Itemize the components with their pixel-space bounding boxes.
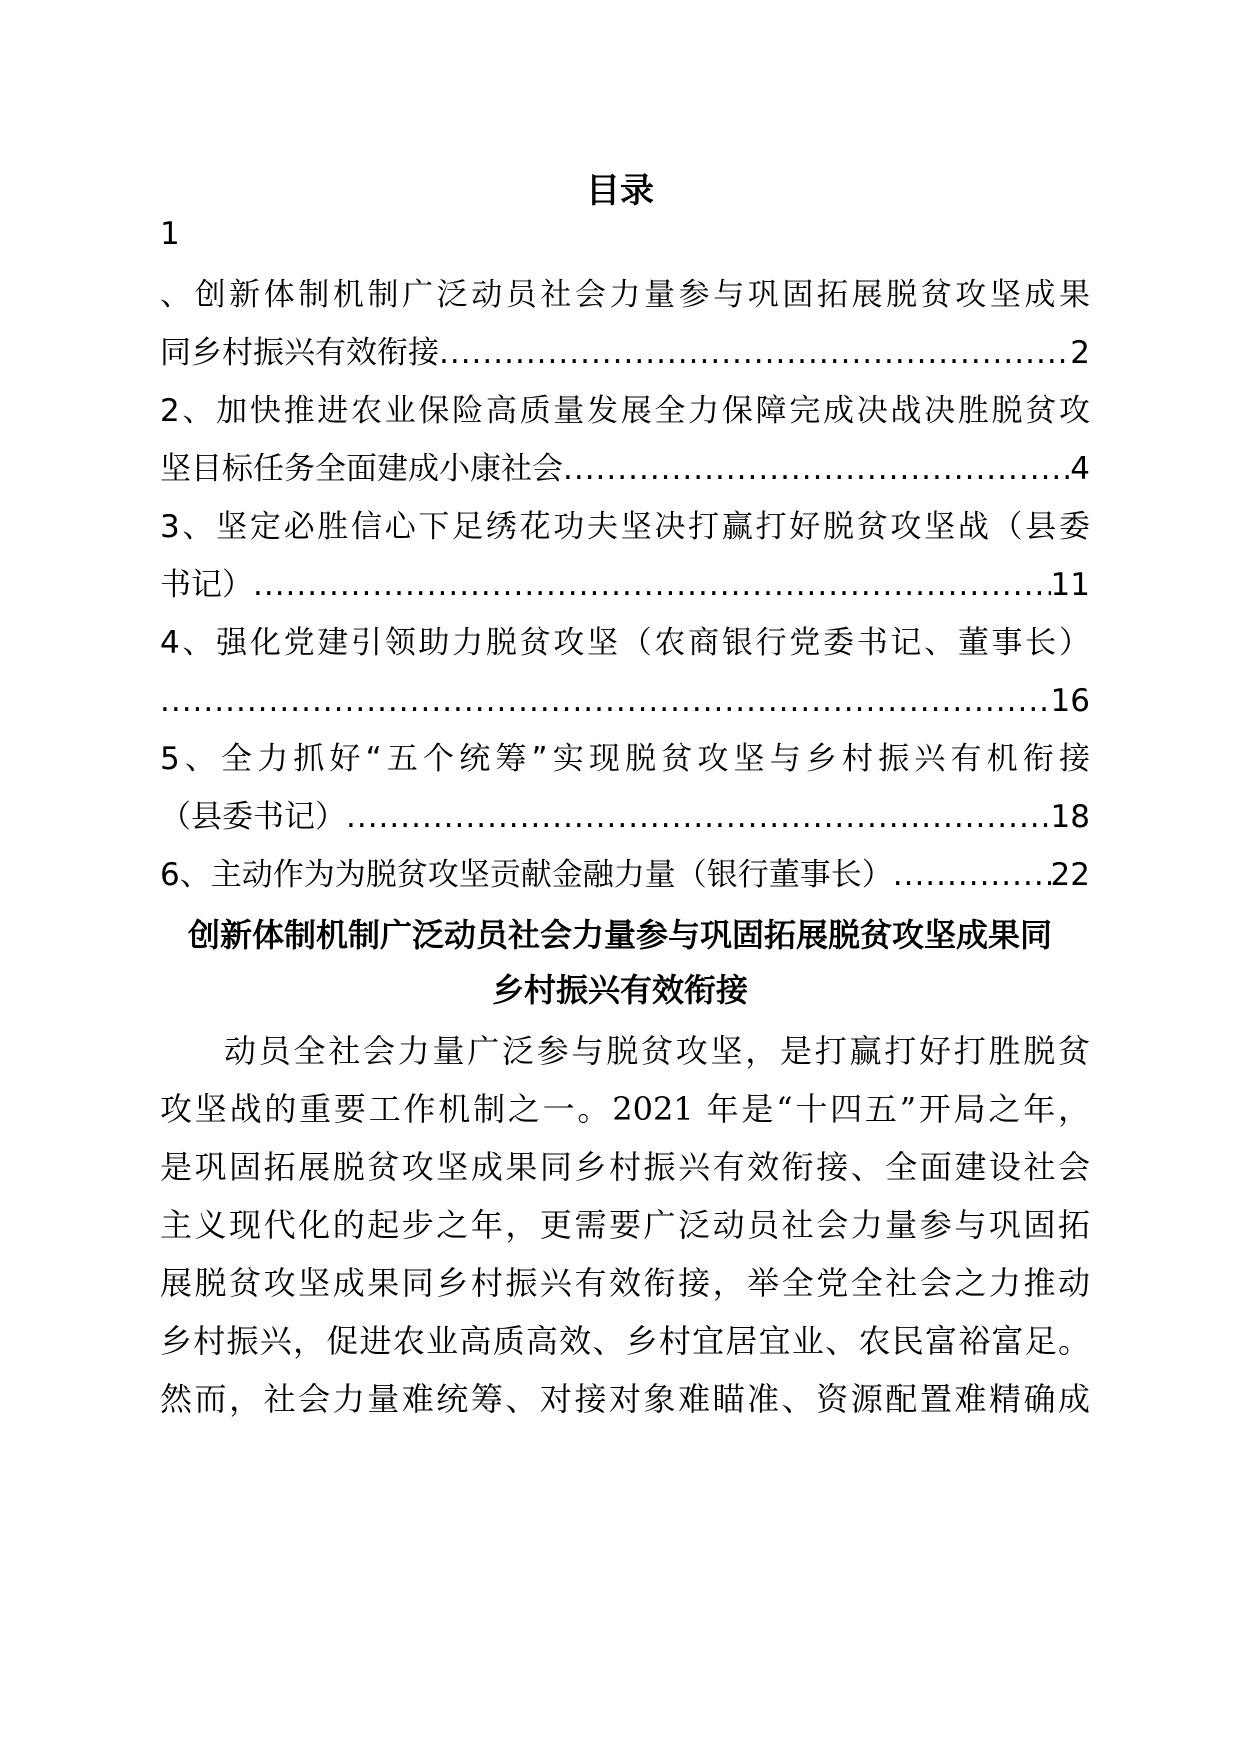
dot-leader <box>893 853 1051 897</box>
toc-entry-1-line[interactable]: 、创新体制机制广泛动员社会力量参与巩固拓展脱贫攻坚成果 <box>160 277 1090 313</box>
toc-entry-5-leader[interactable] <box>160 795 1090 839</box>
article-title-line-2: 乡村振兴有效衔接 <box>491 971 748 1009</box>
toc-entry-3-leader[interactable] <box>160 563 1090 607</box>
body-line-7: 然而，社会力量难统筹、对接对象难瞄准、资源配置难精确成 <box>160 1380 1090 1418</box>
dot-leader <box>439 331 1070 375</box>
article-title-line-1: 创新体制机制广泛动员社会力量参与巩固拓展脱贫攻坚成果同 <box>187 916 1052 954</box>
toc-entry-3-page: 11 <box>1050 567 1090 603</box>
body-line-4: 主义现代化的起步之年，更需要广泛动员社会力量参与巩固拓 <box>160 1206 1090 1244</box>
body-line-3: 是巩固拓展脱贫攻坚成果同乡村振兴有效衔接、全面建设社会 <box>160 1148 1090 1186</box>
toc-entry-6-text: 6、主动作为为脱贫攻坚贡献金融力量（银行董事长） <box>160 857 893 893</box>
body-line-5: 展脱贫攻坚成果同乡村振兴有效衔接，举全党全社会之力推动 <box>160 1264 1090 1302</box>
toc-entry-4-line[interactable]: 4、强化党建引领助力脱贫攻坚（农商银行党委书记、董事长） <box>160 625 1090 661</box>
dot-leader <box>160 679 1051 723</box>
toc-entry-5-text: （县委书记） <box>160 799 346 835</box>
body-line-6: 乡村振兴，促进农业高质高效、乡村宜居宜业、农民富裕富足。 <box>160 1322 1090 1360</box>
toc-entry-1-page: 2 <box>1070 335 1090 371</box>
toc-entry-5-line[interactable]: 5、全力抓好“五个统筹”实现脱贫攻坚与乡村振兴有机衔接 <box>160 741 1090 777</box>
toc-entry-6-page: 22 <box>1050 857 1090 893</box>
toc-entry-1-text: 同乡村振兴有效衔接 <box>160 335 439 371</box>
toc-title: 目录 <box>586 171 654 211</box>
toc-entry-4-page: 16 <box>1050 683 1090 719</box>
toc-entry-3-text: 书记） <box>160 567 253 603</box>
toc-entry-3-line[interactable]: 3、坚定必胜信心下足绣花功夫坚决打赢打好脱贫攻坚战（县委 <box>160 509 1090 545</box>
toc-entry-2-text: 坚目标任务全面建成小康社会 <box>160 451 563 487</box>
toc-entry-1-number[interactable]: 1 <box>160 216 180 252</box>
toc-entry-1-leader[interactable] <box>160 331 1090 375</box>
toc-entry-2-page: 4 <box>1070 451 1090 487</box>
body-line-2: 攻坚战的重要工作机制之一。2021 年是“十四五”开局之年， <box>160 1090 1090 1128</box>
body-line-1: 动员全社会力量广泛参与脱贫攻坚，是打赢打好打胜脱贫 <box>224 1032 1090 1070</box>
dot-leader <box>346 795 1051 839</box>
toc-entry-2-line[interactable]: 2、加快推进农业保险高质量发展全力保障完成决战决胜脱贫攻 <box>160 393 1090 429</box>
toc-entry-4-leader[interactable] <box>160 679 1090 723</box>
dot-leader <box>253 563 1051 607</box>
toc-entry-5-page: 18 <box>1050 799 1090 835</box>
toc-entry-2-leader[interactable] <box>160 447 1090 491</box>
dot-leader <box>563 447 1070 491</box>
toc-entry-6-leader[interactable] <box>160 853 1090 897</box>
